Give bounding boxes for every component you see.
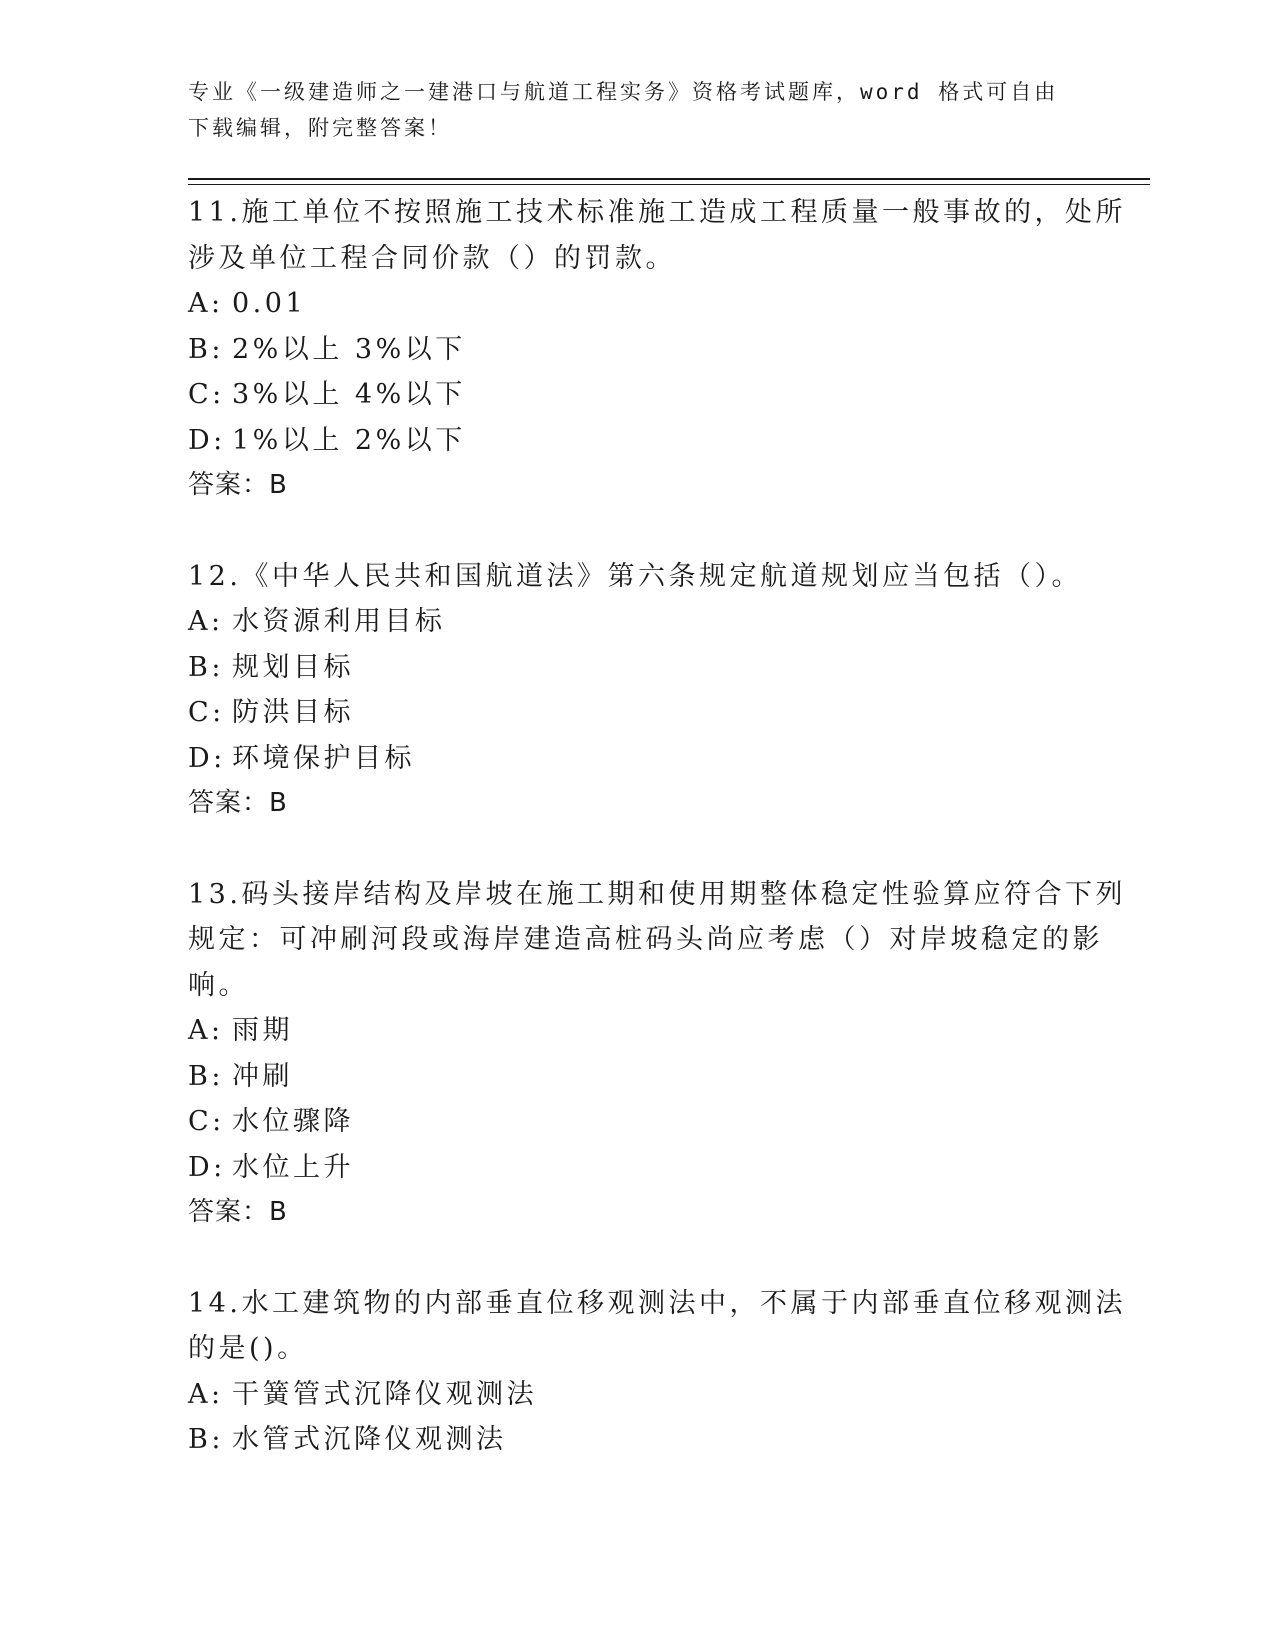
question-list — [188, 190, 1126, 1463]
option-a — [188, 281, 1118, 327]
option-text: 水位骤降 — [232, 1106, 354, 1137]
option-a — [188, 599, 1118, 645]
option-text: 环境保护目标 — [232, 742, 415, 774]
question-spacer — [188, 827, 1118, 872]
option-text: 规划目标 — [232, 651, 354, 683]
option-d — [188, 736, 1118, 782]
option-key: B: — [188, 1060, 224, 1092]
option-text: 1%以上 2%以下 — [232, 424, 466, 456]
option-text: 冲刷 — [232, 1060, 293, 1092]
option-key: A: — [188, 288, 224, 319]
question-stem — [188, 872, 1126, 1009]
option-key: D: — [188, 424, 226, 456]
option-text: 2%以上 3%以下 — [232, 333, 466, 365]
stem-line: 13.码头接岸结构及岸坡在施工期和使用期整体稳定性验算应符合下列 — [188, 878, 1126, 910]
option-a — [188, 1008, 1118, 1054]
stem-line: 响。 — [188, 969, 249, 1001]
option-b — [188, 1054, 1118, 1100]
option-text: 水管式沉降仪观测法 — [232, 1424, 507, 1455]
option-b — [188, 327, 1118, 373]
option-c — [188, 1099, 1118, 1145]
option-key: B: — [188, 1424, 224, 1455]
answer-label: 答案：B — [188, 1197, 288, 1227]
option-text: 0.01 — [232, 288, 307, 319]
option-key: C: — [188, 697, 225, 728]
question-stem — [188, 554, 1118, 600]
option-c — [188, 372, 1118, 418]
question-stem — [188, 190, 1126, 281]
stem-line: 11.施工单位不按照施工技术标准施工造成工程质量一般事故的，处所 — [188, 197, 1126, 228]
option-text: 3%以上 4%以下 — [232, 379, 466, 410]
header-divider-thin — [188, 184, 1150, 185]
question-12 — [188, 554, 1118, 827]
option-key: B: — [188, 651, 224, 683]
option-key: D: — [188, 742, 226, 774]
question-stem — [188, 1281, 1126, 1372]
option-b — [188, 1417, 1118, 1463]
answer-label: 答案：B — [188, 788, 288, 818]
stem-line: 的是()。 — [188, 1333, 308, 1364]
stem-line: 14.水工建筑物的内部垂直位移观测法中，不属于内部垂直位移观测法 — [188, 1287, 1126, 1319]
option-key: A: — [188, 606, 224, 637]
option-key: A: — [188, 1378, 224, 1410]
option-key: C: — [188, 1106, 225, 1137]
option-d — [188, 418, 1118, 464]
option-key: B: — [188, 333, 224, 365]
question-spacer — [188, 1236, 1118, 1281]
stem-line: 涉及单位工程合同价款（）的罚款。 — [188, 242, 676, 274]
option-b — [188, 645, 1118, 691]
document-header — [188, 74, 1088, 146]
option-a — [188, 1372, 1118, 1418]
option-key: C: — [188, 379, 225, 410]
question-spacer — [188, 509, 1118, 554]
question-13 — [188, 872, 1126, 1236]
option-text: 防洪目标 — [232, 697, 354, 728]
option-d — [188, 1145, 1118, 1191]
stem-line: 规定：可冲刷河段或海岸建造高桩码头尚应考虑（）对岸坡稳定的影 — [188, 924, 1103, 955]
answer-label: 答案：B — [188, 470, 288, 500]
question-11 — [188, 190, 1126, 509]
option-key: A: — [188, 1015, 224, 1046]
header-divider-thick — [188, 178, 1150, 180]
option-text: 干簧管式沉降仪观测法 — [232, 1378, 537, 1410]
header-line-1: 专业《一级建造师之一建港口与航道工程实务》资格考试题库，word 格式可自由 — [188, 80, 1059, 104]
option-text: 雨期 — [232, 1015, 293, 1046]
option-key: D: — [188, 1151, 226, 1183]
header-line-2: 下载编辑，附完整答案！ — [188, 116, 452, 140]
stem-line: 12.《中华人民共和国航道法》第六条规定航道规划应当包括（）。 — [188, 560, 1082, 592]
question-14 — [188, 1281, 1126, 1463]
option-c — [188, 690, 1118, 736]
option-text: 水资源利用目标 — [232, 606, 446, 637]
option-text: 水位上升 — [232, 1151, 354, 1183]
